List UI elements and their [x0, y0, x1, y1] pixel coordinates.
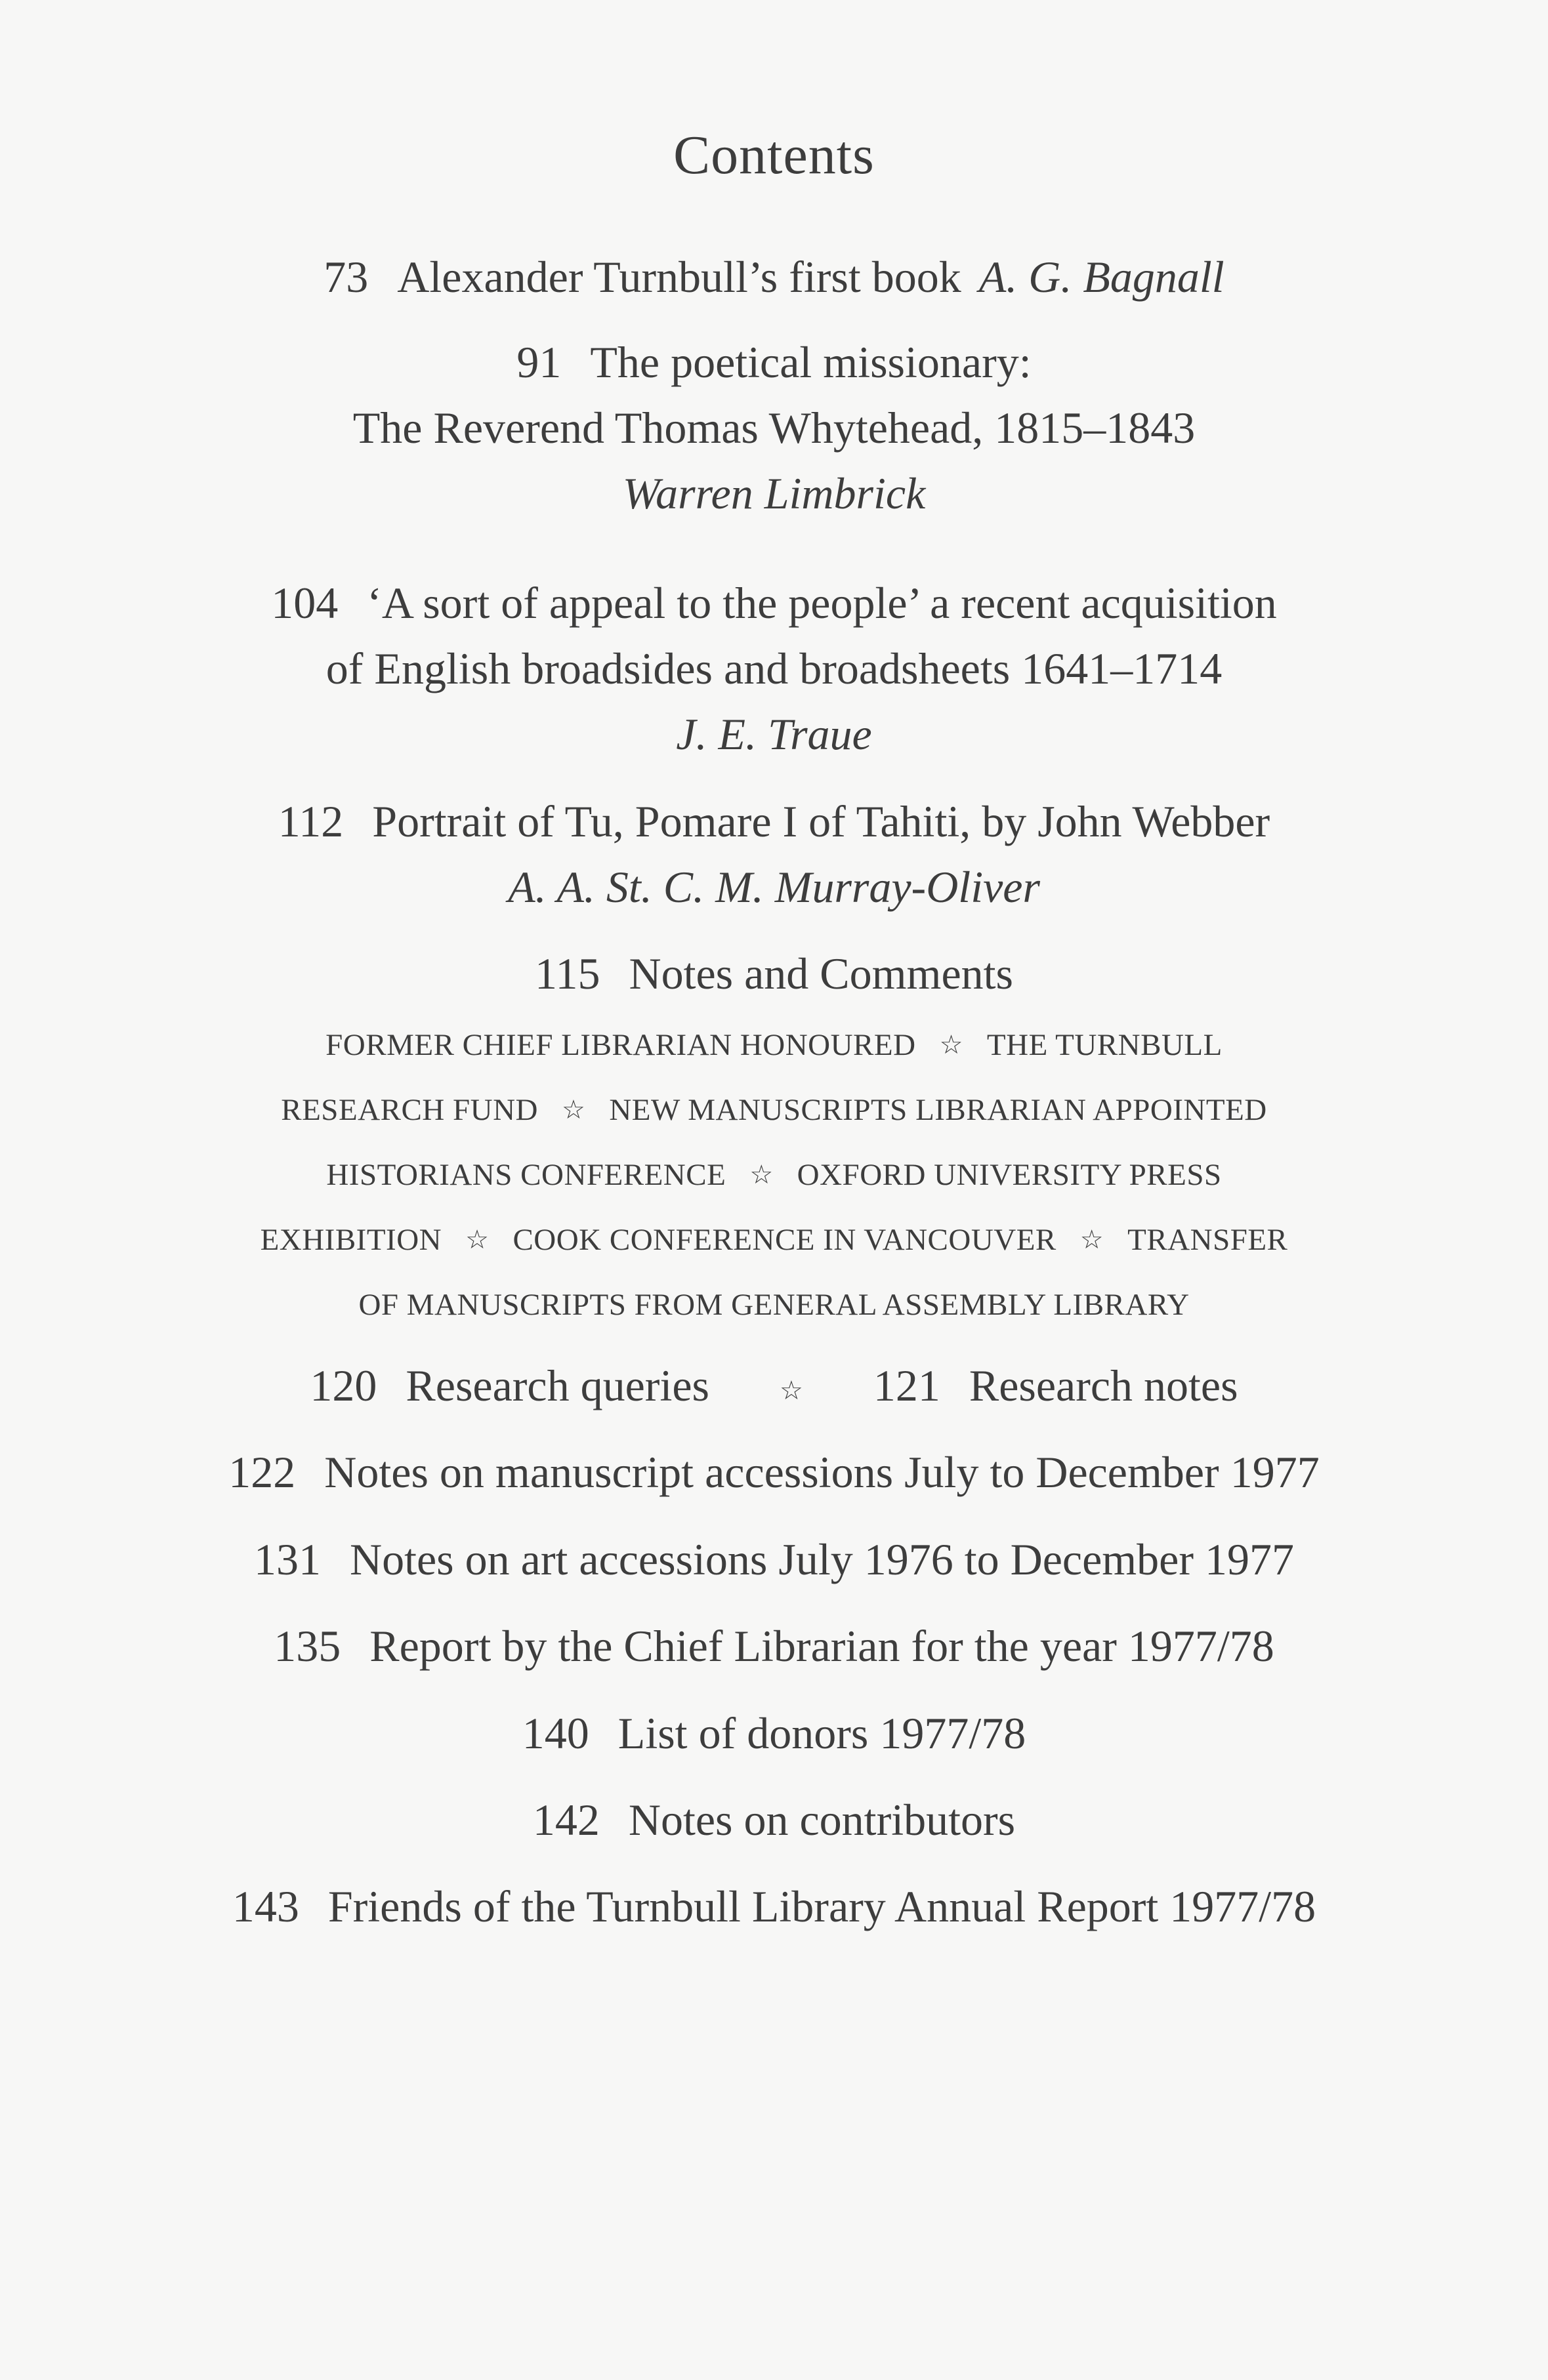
notes-items-line-2 [0, 1095, 1548, 1126]
notes-item: EXHIBITION [260, 1223, 442, 1257]
toc-entry-140 [0, 1708, 1548, 1758]
star-icon: ☆ [749, 1160, 774, 1189]
toc-entry-131 [0, 1534, 1548, 1584]
notes-item: THE TURNBULL [986, 1028, 1223, 1062]
page-number: 91 [516, 337, 562, 387]
toc-entry-120-121 [0, 1363, 1548, 1408]
notes-item: HISTORIANS CONFERENCE [326, 1158, 726, 1192]
entry-author: J. E. Traue [676, 709, 872, 759]
star-icon: ☆ [561, 1095, 586, 1124]
toc-entry-135 [0, 1621, 1548, 1671]
entry-author: Warren Limbrick [622, 468, 926, 518]
toc-entry-112 [0, 796, 1548, 846]
toc-entry-122 [0, 1447, 1548, 1497]
star-icon: ☆ [779, 1376, 803, 1405]
page-number: 104 [271, 578, 339, 628]
notes-items-line-5 [0, 1290, 1548, 1321]
entry-author: A. A. St. C. M. Murray-Oliver [508, 862, 1040, 912]
notes-items-line-1 [0, 1030, 1548, 1061]
toc-entry-73 [0, 252, 1548, 302]
page-number: 131 [254, 1534, 321, 1584]
entry-title: Friends of the Turnbull Library Annual Report 1977/78 [327, 1881, 1316, 1931]
notes-item: RESEARCH FUND [281, 1093, 538, 1127]
star-icon: ☆ [939, 1030, 963, 1059]
toc-entry-143 [0, 1881, 1548, 1931]
entry-title-continued: The Reverend Thomas Whytehead, 1815–1843 [352, 403, 1196, 453]
notes-item: COOK CONFERENCE IN VANCOUVER [513, 1223, 1056, 1257]
entry-title: Notes on manuscript accessions July to December 1977 [324, 1447, 1320, 1497]
page-number: 121 [873, 1361, 940, 1410]
page-number: 120 [310, 1361, 377, 1410]
entry-title: Notes on art accessions July 1976 to December 1977 [350, 1534, 1294, 1584]
toc-entry-142 [0, 1795, 1548, 1845]
entry-title: Report by the Chief Librarian for the year 1977/78 [369, 1621, 1274, 1671]
page-number: 140 [522, 1708, 589, 1758]
star-icon: ☆ [1079, 1225, 1104, 1254]
toc-entry-91 [0, 337, 1548, 387]
star-icon: ☆ [465, 1225, 490, 1254]
notes-item: NEW MANUSCRIPTS LIBRARIAN APPOINTED [609, 1093, 1267, 1127]
entry-title-continued: of English broadsides and broadsheets 1641–1714 [325, 644, 1223, 693]
notes-items-line-3 [0, 1160, 1548, 1191]
page-number: 112 [278, 796, 344, 846]
notes-item: OF MANUSCRIPTS FROM GENERAL ASSEMBLY LIBRARY [358, 1288, 1190, 1322]
entry-title: Notes on contributors [628, 1795, 1016, 1845]
notes-item: FORMER CHIEF LIBRARIAN HONOURED [325, 1028, 916, 1062]
page-number: 73 [324, 252, 369, 302]
toc-entry-104 [0, 578, 1548, 628]
toc-entry-115 [0, 951, 1548, 996]
page-title: Contents [673, 125, 875, 186]
entry-title: Research notes [969, 1361, 1238, 1410]
page-number: 122 [228, 1447, 296, 1497]
entry-title: Portrait of Tu, Pomare I of Tahiti, by John Webber [372, 796, 1270, 846]
page-number: 115 [535, 949, 600, 998]
entry-title: Research queries [406, 1361, 709, 1410]
entry-title: The poetical missionary: [590, 337, 1032, 387]
entry-author: A. G. Bagnall [978, 252, 1224, 302]
notes-item: TRANSFER [1127, 1223, 1288, 1257]
entry-title: Notes and Comments [629, 949, 1013, 998]
notes-item: OXFORD UNIVERSITY PRESS [797, 1158, 1222, 1192]
entry-title: List of donors 1977/78 [617, 1708, 1026, 1758]
page-number: 135 [274, 1621, 341, 1671]
notes-items-line-4 [0, 1225, 1548, 1256]
entry-title: Alexander Turnbull’s first book [397, 252, 961, 302]
entry-title: ‘A sort of appeal to the people’ a recent acquisition [367, 578, 1277, 628]
page-number: 143 [232, 1881, 299, 1931]
page-number: 142 [532, 1795, 600, 1845]
